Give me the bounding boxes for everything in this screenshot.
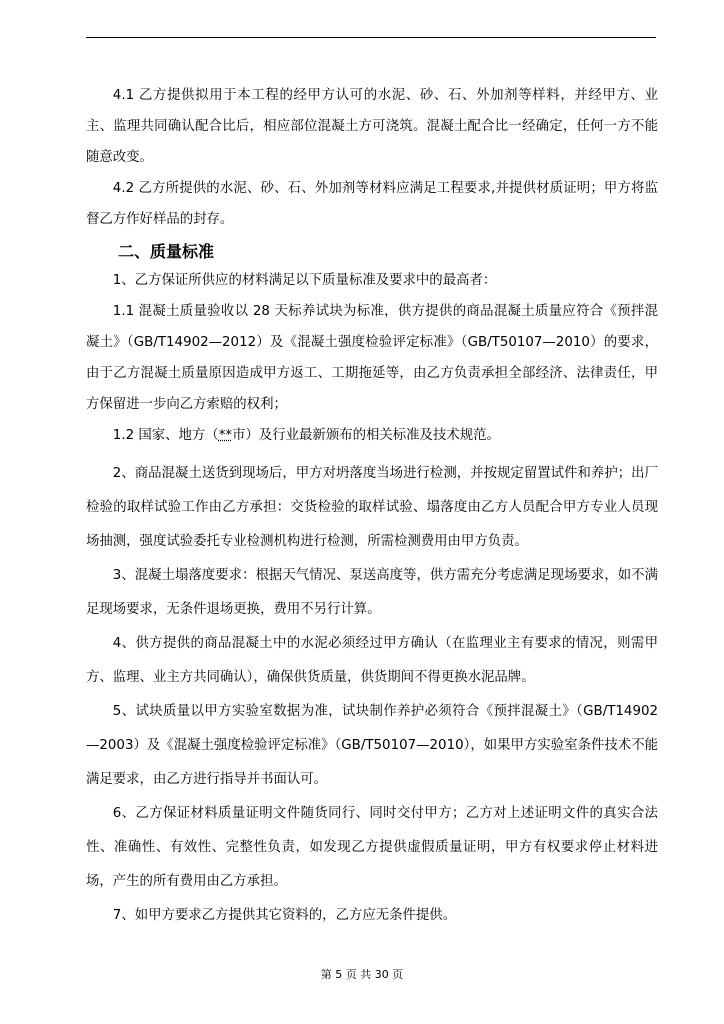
paragraph-1-2 bbox=[86, 420, 658, 451]
section-heading-quality-standard: 二、质量标准 bbox=[118, 242, 215, 261]
paragraph-1: 1、乙方保证所供应的材料满足以下质量标准及要求中的最高者： bbox=[112, 273, 497, 288]
paragraph-4-2: 4.2 乙方所提供的水泥、砂、石、外加剂等材料应满足工程要求,并提供材质证明；甲方将监督乙方作好样品的封存。 bbox=[86, 181, 658, 227]
paragraph-7: 7、如甲方要求乙方提供其它资料的，乙方应无条件提供。 bbox=[112, 908, 457, 923]
paragraph-2: 2、商品混凝土送货到现场后，甲方对坍落度当场进行检测，并按规定留置试件和养护；出厂检验的取样试验工作由乙方承担：交货检验的取样试验、塌落度由乙方人员配合甲方专业人员现场抽测，强度试验委托专业检测机构进行检测，所需检测费用由甲方负责。 bbox=[86, 466, 658, 549]
page-number-footer: 第 5 页 共 30 页 bbox=[320, 968, 404, 981]
paragraph-4: 4、供方提供的商品混凝土中的水泥必须经过甲方确认（在监理业主有要求的情况，则需甲方、监理、业主方共同确认），确保供货质量，供货期间不得更换水泥品牌。 bbox=[86, 636, 658, 685]
paragraph-5: 5、试块质量以甲方实验室数据为准，试块制作养护必须符合《预拌混凝土》（GB/T14902—2003）及《混凝土强度检验评定标准》（GB/T50107—2010），如果甲方实验室条件技术不能满足要求，由乙方进行指导并书面认可。 bbox=[86, 704, 658, 787]
paragraph-3: 3、混凝土塌落度要求：根据天气情况、泵送高度等，供方需充分考虑满足现场要求，如不满足现场要求，无条件退场更换，费用不另行计算。 bbox=[86, 568, 658, 617]
document-body bbox=[86, 80, 658, 933]
paragraph-4-1: 4.1 乙方提供拟用于本工程的经甲方认可的水泥、砂、石、外加剂等样料，并经甲方、业主、监理共同确认配合比后，相应部位混凝土方可浇筑。混凝土配合比一经确定，任何一方不能随意改变。 bbox=[86, 88, 658, 165]
paragraph-6: 6、乙方保证材料质量证明文件随货同行、同时交付甲方；乙方对上述证明文件的真实合法性、准确性、有效性、完整性负责，如发现乙方提供虚假质量证明，甲方有权要求停止材料进场，产生的所有费用由乙方承担。 bbox=[86, 806, 658, 889]
paragraph-1-2-end: 市）及行业最新颁布的相关标准及技术规范。 bbox=[232, 428, 500, 443]
paragraph-1-1: 1.1 混凝土质量验收以 28 天标养试块为标准，供方提供的商品混凝土质量应符合《预拌混凝土》（GB/T14902—2012）及《混凝土强度检验评定标准》（GB/T50107—2010）的要求，由于乙方混凝土质量原因造成甲方返工、工期拖延等，由乙方负责承担全部经济、法律责任，甲方保留进一步向乙方索赔的权利； bbox=[86, 304, 658, 412]
paragraph-1-2-start: 1.2 国家、地方（ bbox=[112, 428, 219, 443]
city-placeholder: ** bbox=[218, 428, 233, 443]
header-rule bbox=[86, 37, 656, 38]
